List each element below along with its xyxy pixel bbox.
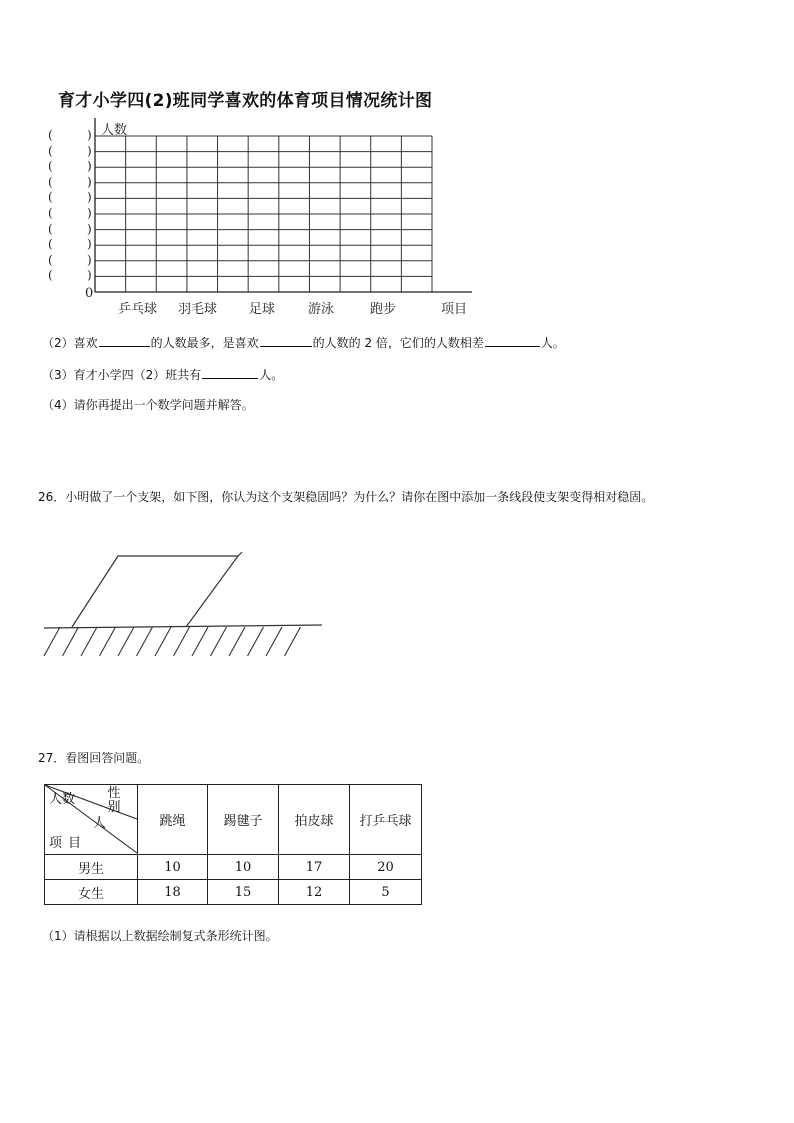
y-tick-blank-close: ) — [87, 159, 92, 174]
y-tick-blank-open: ( — [48, 174, 53, 189]
corner-label-unit: 人 — [93, 816, 107, 831]
answer-blank[interactable] — [99, 334, 150, 347]
y-tick-blank-open: ( — [48, 252, 53, 267]
y-tick-blank-close: ) — [87, 190, 92, 205]
y-tick-blank-close: ) — [87, 268, 92, 283]
row-label: 女生 — [45, 880, 138, 905]
hatch-line — [44, 627, 60, 656]
table-cell: 15 — [208, 880, 279, 905]
hatch-line — [174, 627, 190, 656]
column-header: 拍皮球 — [279, 785, 350, 855]
table-cell: 5 — [350, 880, 422, 905]
hatch-line — [266, 627, 282, 656]
corner-label-gender: 性别 — [107, 786, 121, 815]
ground-line — [44, 625, 322, 628]
y-tick-blank-close: ) — [87, 237, 92, 252]
corner-label-item: 项目 — [49, 836, 88, 851]
hatch-line — [229, 627, 245, 656]
hatch-line — [63, 627, 79, 656]
question-27-1: （1）请根据以上数据绘制复式条形统计图。 — [42, 929, 278, 943]
y-tick-blank-open: ( — [48, 221, 53, 236]
question-2: （2）喜欢 的人数最多，是喜欢 的人数的 2 倍，它们的人数相差 人。 — [42, 336, 565, 350]
hatch-line — [137, 627, 153, 656]
data-table — [44, 784, 422, 905]
y-tick-blank-open: ( — [48, 190, 53, 205]
category-label: 足球 — [249, 302, 276, 317]
question-26: 26．小明做了一个支架，如下图，你认为这个支架稳固吗？为什么？请你在图中添加一条线段使支架变得相对稳固。 — [38, 490, 654, 504]
table-cell: 20 — [350, 855, 422, 880]
hatch-line — [118, 627, 134, 656]
question-27: 27．看图回答问题。 — [38, 751, 150, 765]
question-4: （4）请你再提出一个数学问题并解答。 — [42, 398, 254, 412]
y-tick-blank-close: ) — [87, 128, 92, 142]
table-cell: 12 — [279, 880, 350, 905]
column-header: 跳绳 — [138, 785, 208, 855]
support-bracket-figure — [44, 552, 322, 656]
y-tick-blank-open: ( — [48, 159, 53, 174]
table-cell: 18 — [138, 880, 208, 905]
x-axis-label: 项目 — [441, 302, 468, 317]
corner-label-count: 人数 — [49, 792, 76, 807]
y-axis-label: 人数 — [101, 123, 128, 138]
category-label: 羽毛球 — [178, 302, 218, 317]
hatch-line — [211, 627, 227, 656]
hatch-line — [155, 627, 171, 656]
bracket-frame — [72, 556, 238, 627]
answer-blank[interactable] — [260, 334, 312, 347]
hatch-line — [248, 627, 264, 656]
answer-blank[interactable] — [202, 366, 258, 379]
hatch-line — [285, 627, 301, 656]
table-cell: 10 — [138, 855, 208, 880]
table-corner-cell — [45, 785, 138, 855]
y-tick-blank-close: ) — [87, 206, 92, 220]
y-tick-blank-open: ( — [48, 206, 53, 220]
origin-label: 0 — [85, 286, 94, 301]
row-label: 男生 — [45, 855, 138, 880]
hatch-line — [81, 627, 97, 656]
category-label: 游泳 — [308, 302, 335, 317]
hatch-line — [100, 627, 116, 656]
category-label: 跑步 — [370, 302, 397, 317]
y-tick-blank-close: ) — [87, 221, 92, 236]
hatch-line — [192, 627, 208, 656]
table-row — [45, 855, 422, 880]
column-header: 打乒乓球 — [350, 785, 422, 855]
chart-title: 育才小学四(2)班同学喜欢的体育项目情况统计图 — [58, 91, 433, 111]
table-cell: 10 — [208, 855, 279, 880]
column-header: 踢毽子 — [208, 785, 279, 855]
y-tick-blank-open: ( — [48, 128, 53, 142]
y-tick-blank-open: ( — [48, 143, 53, 158]
table-cell: 17 — [279, 855, 350, 880]
y-tick-blank-close: ) — [87, 174, 92, 189]
question-3: （3）育才小学四（2）班共有 人。 — [42, 368, 284, 382]
table-row — [45, 880, 422, 905]
answer-blank[interactable] — [485, 334, 540, 347]
ground-hatching — [44, 627, 301, 656]
chart-grid — [95, 136, 432, 292]
y-tick-blank-open: ( — [48, 268, 53, 283]
y-tick-blank-close: ) — [87, 252, 92, 267]
y-tick-blank-close: ) — [87, 143, 92, 158]
category-label: 乒乓球 — [118, 302, 158, 317]
y-tick-blank-open: ( — [48, 237, 53, 252]
